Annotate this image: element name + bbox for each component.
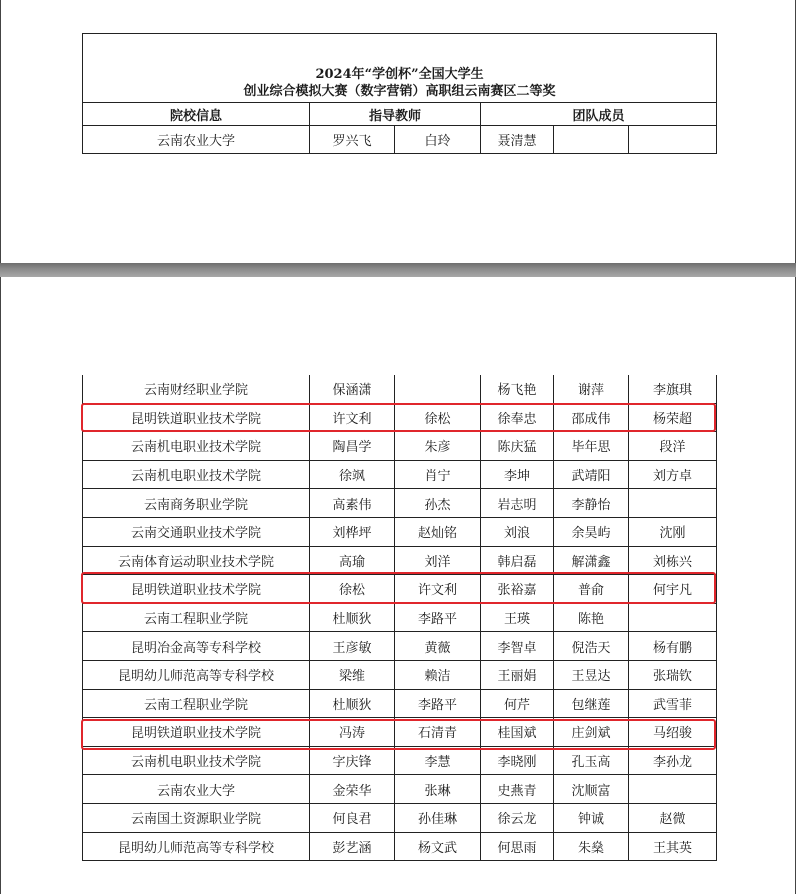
cell-advisor-1: 王彦敏 <box>310 632 395 661</box>
table-row <box>83 746 717 775</box>
cell-advisor-1: 罗兴飞 <box>310 126 395 154</box>
cell-advisor-1: 杜顺狄 <box>310 603 395 632</box>
cell-member-2: 王昱达 <box>554 660 629 689</box>
table-row <box>83 832 717 861</box>
cell-school: 云南工程职业学院 <box>83 689 310 718</box>
cell-school: 云南工程职业学院 <box>83 603 310 632</box>
cell-advisor-2: 刘洋 <box>395 546 481 575</box>
cell-member-3 <box>629 603 717 632</box>
cell-member-2: 武靖阳 <box>554 460 629 489</box>
cell-member-2: 余昊屿 <box>554 517 629 546</box>
cell-member-2: 毕年思 <box>554 432 629 461</box>
table-row <box>83 432 717 461</box>
table-row <box>83 689 717 718</box>
cell-member-2: 钟诚 <box>554 803 629 832</box>
title-line-2: 创业综合模拟大赛（数字营销）高职组云南赛区二等奖 <box>243 84 556 99</box>
cell-member-3 <box>629 775 717 804</box>
cell-member-1: 杨飞艳 <box>481 375 554 403</box>
cell-member-1: 聂清慧 <box>481 126 554 154</box>
table-row <box>83 575 717 604</box>
cell-advisor-2 <box>395 375 481 403</box>
cell-member-2 <box>554 126 629 154</box>
cell-advisor-1: 刘桦坪 <box>310 517 395 546</box>
cell-advisor-1: 徐飒 <box>310 460 395 489</box>
cell-advisor-2: 朱彦 <box>395 432 481 461</box>
cell-advisor-1: 杜顺狄 <box>310 689 395 718</box>
cell-member-3: 段洋 <box>629 432 717 461</box>
table-row <box>83 775 717 804</box>
cell-member-1: 徐奉忠 <box>481 403 554 432</box>
cell-advisor-2: 赖洁 <box>395 660 481 689</box>
cell-advisor-2: 孙佳琳 <box>395 803 481 832</box>
cell-member-2: 孔玉高 <box>554 746 629 775</box>
cell-member-3: 马绍骏 <box>629 718 717 747</box>
cell-member-1: 何芹 <box>481 689 554 718</box>
cell-school: 云南机电职业技术学院 <box>83 460 310 489</box>
cell-member-3 <box>629 126 717 154</box>
cell-advisor-1: 高瑜 <box>310 546 395 575</box>
cell-member-2: 朱燊 <box>554 832 629 861</box>
cell-member-2: 谢萍 <box>554 375 629 403</box>
table-row <box>83 632 717 661</box>
table-row <box>83 603 717 632</box>
cell-member-1: 王瑛 <box>481 603 554 632</box>
cell-advisor-2: 李慧 <box>395 746 481 775</box>
table-row <box>83 460 717 489</box>
table-row <box>83 803 717 832</box>
cell-member-3 <box>629 489 717 518</box>
cell-advisor-2: 孙杰 <box>395 489 481 518</box>
table-row <box>83 660 717 689</box>
cell-school: 昆明幼儿师范高等专科学校 <box>83 832 310 861</box>
cell-member-2: 普俞 <box>554 575 629 604</box>
cell-school: 云南财经职业学院 <box>83 375 310 403</box>
cell-member-3: 杨有鹏 <box>629 632 717 661</box>
cell-advisor-2: 肖宁 <box>395 460 481 489</box>
cell-advisor-1: 何良君 <box>310 803 395 832</box>
cell-advisor-1: 徐松 <box>310 575 395 604</box>
cell-member-1: 李晓刚 <box>481 746 554 775</box>
cell-member-3: 王其英 <box>629 832 717 861</box>
column-header-row <box>83 103 717 126</box>
cell-member-2: 包继莲 <box>554 689 629 718</box>
cell-advisor-2: 李路平 <box>395 603 481 632</box>
header-team: 团队成员 <box>481 103 717 126</box>
cell-school: 云南国土资源职业学院 <box>83 803 310 832</box>
cell-school: 云南交通职业技术学院 <box>83 517 310 546</box>
page-separator <box>0 263 796 277</box>
cell-advisor-2: 李路平 <box>395 689 481 718</box>
cell-advisor-2: 杨文武 <box>395 832 481 861</box>
cell-member-3: 何宇凡 <box>629 575 717 604</box>
table-title-row <box>83 34 717 103</box>
cell-advisor-2: 白玲 <box>395 126 481 154</box>
cell-advisor-2: 赵灿铭 <box>395 517 481 546</box>
cell-school: 昆明铁道职业技术学院 <box>83 575 310 604</box>
cell-advisor-2: 徐松 <box>395 403 481 432</box>
cell-advisor-1: 梁维 <box>310 660 395 689</box>
cell-member-1: 陈庆猛 <box>481 432 554 461</box>
title-line-1: 2024年“学创杯”全国大学生 <box>315 67 484 82</box>
cell-member-1: 史燕青 <box>481 775 554 804</box>
cell-member-3: 刘栋兴 <box>629 546 717 575</box>
cell-member-2: 沈顺富 <box>554 775 629 804</box>
cell-advisor-1: 许文利 <box>310 403 395 432</box>
cell-member-1: 李智卓 <box>481 632 554 661</box>
table-row <box>83 718 717 747</box>
table-row <box>83 546 717 575</box>
cell-member-1: 刘浪 <box>481 517 554 546</box>
header-advisor: 指导教师 <box>310 103 481 126</box>
cell-member-1: 韩启磊 <box>481 546 554 575</box>
cell-advisor-1: 金荣华 <box>310 775 395 804</box>
cell-advisor-2: 石清青 <box>395 718 481 747</box>
table-row <box>83 517 717 546</box>
cell-advisor-1: 陶昌学 <box>310 432 395 461</box>
cell-advisor-1: 冯涛 <box>310 718 395 747</box>
table-row <box>83 489 717 518</box>
cell-member-3: 赵微 <box>629 803 717 832</box>
cell-school: 云南商务职业学院 <box>83 489 310 518</box>
cell-member-2: 邵成伟 <box>554 403 629 432</box>
cell-school: 云南体育运动职业技术学院 <box>83 546 310 575</box>
cell-member-2: 李静怡 <box>554 489 629 518</box>
cell-member-1: 张裕嘉 <box>481 575 554 604</box>
cell-school: 云南农业大学 <box>83 775 310 804</box>
cell-school: 昆明冶金高等专科学校 <box>83 632 310 661</box>
cell-member-1: 王丽娟 <box>481 660 554 689</box>
cell-school: 云南农业大学 <box>83 126 310 154</box>
award-table-continued <box>82 375 717 861</box>
cell-school: 云南机电职业技术学院 <box>83 432 310 461</box>
cell-member-3: 沈刚 <box>629 517 717 546</box>
cell-member-1: 桂国斌 <box>481 718 554 747</box>
header-school: 院校信息 <box>83 103 310 126</box>
cell-member-3: 李旗琪 <box>629 375 717 403</box>
cell-school: 昆明铁道职业技术学院 <box>83 403 310 432</box>
cell-school: 昆明铁道职业技术学院 <box>83 718 310 747</box>
cell-member-3: 刘方卓 <box>629 460 717 489</box>
table-title <box>83 34 717 103</box>
table-row <box>83 126 717 154</box>
cell-member-3: 杨荣超 <box>629 403 717 432</box>
cell-advisor-1: 高素伟 <box>310 489 395 518</box>
cell-advisor-1: 保涵潇 <box>310 375 395 403</box>
table-row <box>83 375 717 403</box>
cell-advisor-1: 字庆锋 <box>310 746 395 775</box>
award-table-header <box>82 33 717 154</box>
cell-member-3: 张瑞钦 <box>629 660 717 689</box>
cell-member-2: 陈艳 <box>554 603 629 632</box>
cell-advisor-1: 彭艺涵 <box>310 832 395 861</box>
cell-member-1: 李坤 <box>481 460 554 489</box>
cell-school: 昆明幼儿师范高等专科学校 <box>83 660 310 689</box>
cell-advisor-2: 张琳 <box>395 775 481 804</box>
cell-member-1: 徐云龙 <box>481 803 554 832</box>
cell-advisor-2: 许文利 <box>395 575 481 604</box>
cell-member-1: 何思雨 <box>481 832 554 861</box>
cell-member-2: 倪浩天 <box>554 632 629 661</box>
cell-member-2: 庄剑斌 <box>554 718 629 747</box>
table-row <box>83 403 717 432</box>
cell-member-3: 李孙龙 <box>629 746 717 775</box>
cell-school: 云南机电职业技术学院 <box>83 746 310 775</box>
cell-member-3: 武雪菲 <box>629 689 717 718</box>
cell-member-2: 解潇鑫 <box>554 546 629 575</box>
cell-member-1: 岩志明 <box>481 489 554 518</box>
cell-advisor-2: 黄薇 <box>395 632 481 661</box>
